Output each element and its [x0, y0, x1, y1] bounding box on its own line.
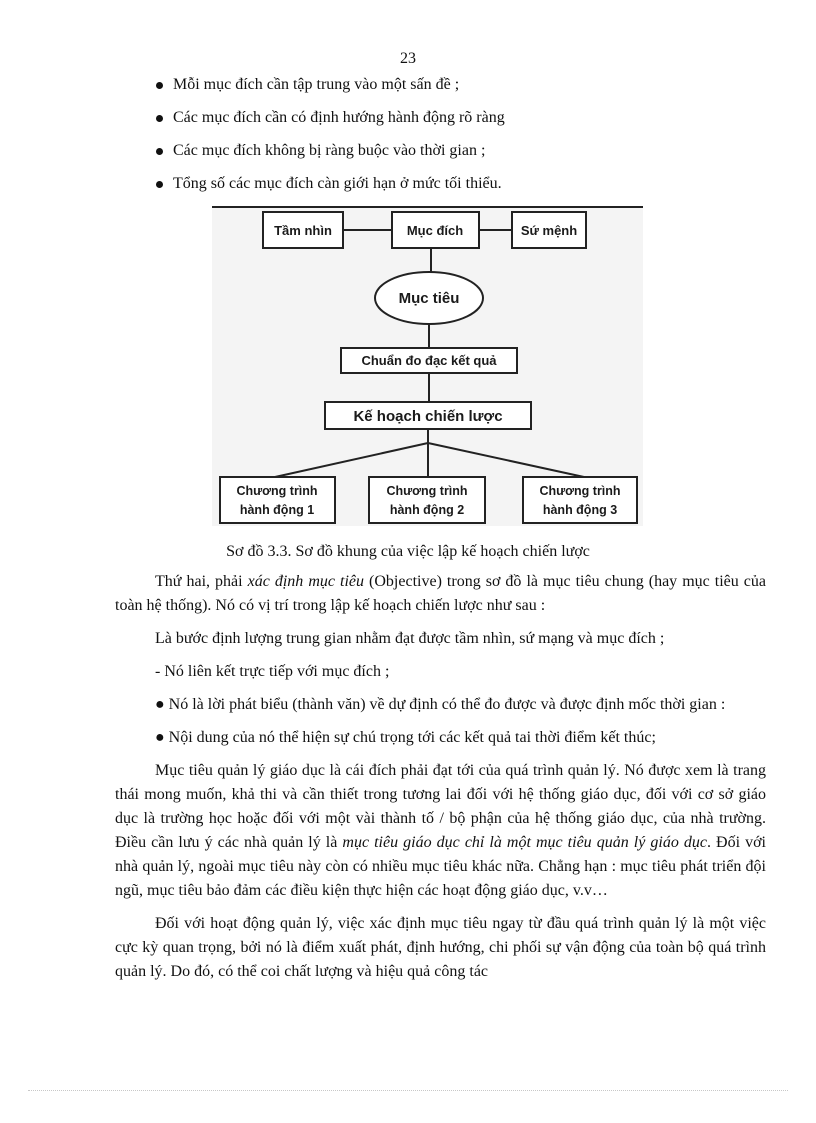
- program-2-line2: hành động 2: [389, 503, 465, 517]
- paragraph-statement: ● Nó là lời phát biểu (thành văn) về dự định có thể đo được và được định mốc thời gian :: [155, 696, 726, 713]
- paragraph-step: Là bước định lượng trung gian nhằm đạt được tầm nhìn, sứ mạng và mục đích ;: [155, 630, 665, 647]
- mission-label: Sứ mệnh: [520, 223, 578, 238]
- measure-label: Chuẩn đo đạc kết quả: [361, 353, 497, 368]
- list-item: Các mục đích không bị ràng buộc vào thời gian ;: [154, 140, 754, 173]
- bullet-dot-icon: [156, 82, 163, 89]
- program-3-line2: hành động 3: [542, 503, 618, 517]
- paragraph-management: Đối với hoạt động quản lý, việc xác định mục tiêu ngay từ đầu quá trình quản lý là một việc cực kỳ quan trọng, bởi nó là điểm xuất phát, định hướng, chi phối sự vận động của toàn bộ quá trình quản lý. Do đó, có thể coi chất lượng và hiệu quả công tác: [115, 915, 766, 980]
- footer-divider: [28, 1090, 788, 1091]
- bullet-dot-icon: [156, 181, 163, 188]
- diagram-canvas: [212, 206, 643, 526]
- list-item: Mỗi mục đích cần tập trung vào một sấn đề ;: [154, 74, 754, 107]
- program-3-line1: Chương trình: [539, 484, 621, 498]
- program-2-line1: Chương trình: [386, 484, 468, 498]
- program-1-line2: hành động 1: [239, 503, 315, 517]
- strategic-planning-diagram: [212, 206, 643, 526]
- bullet-dot-icon: [156, 115, 163, 122]
- vision-label: Tầm nhìn: [274, 223, 332, 238]
- list-item: Tổng số các mục đích càn giới hạn ở mức tối thiểu.: [154, 173, 754, 206]
- objective-label: Mục tiêu: [398, 290, 460, 307]
- paragraph-link: - Nó liên kết trực tiếp với mục đích ;: [155, 663, 390, 680]
- bullet-list: [154, 74, 754, 206]
- program-1-line1: Chương trình: [236, 484, 318, 498]
- page-number: 23: [400, 50, 416, 67]
- list-item: Các mục đích cần có định hướng hành động rõ ràng: [154, 107, 754, 140]
- paragraph-education-goal: Mục tiêu quản lý giáo dục là cái đích phải đạt tới của quá trình quản lý. Nó được xem là trang thái mong muốn, khả thi và cần thiết trong tương lai đối với hệ thống giáo dục, đối với cơ sở giáo dục là trường học hoặc đối với một vài thành tố / bộ phận của hệ thống giáo dục, của nhà trường. Điều cần lưu ý các nhà quản lý là mục tiêu giáo dục chỉ là một mục tiêu quản lý giáo dục. Đối với nhà quản lý, ngoài mục tiêu này còn có nhiều mục tiêu khác nữa. Chẳng hạn : mục tiêu phát triển đội ngũ, mục tiêu bảo đảm các điều kiện thực hiện các hoạt động giáo dục, v.v…: [115, 762, 766, 899]
- body-text: [115, 570, 766, 993]
- strategic-plan-label: Kế hoạch chiến lược: [353, 408, 503, 425]
- paragraph-content: ● Nội dung của nó thể hiện sự chú trọng tới các kết quả tai thời điểm kết thúc;: [155, 729, 656, 746]
- purpose-label: Mục đích: [406, 223, 464, 238]
- paragraph-objective-intro: Thứ hai, phải xác định mục tiêu (Objective) trong sơ đồ là mục tiêu chung (hay mục tiêu của toàn hệ thống). Nó có vị trí trong lập kế hoạch chiến lược như sau :: [115, 573, 767, 614]
- diagram-caption: Sơ đồ 3.3. Sơ đồ khung của việc lập kế hoạch chiến lược: [226, 543, 590, 560]
- bullet-dot-icon: [156, 148, 163, 155]
